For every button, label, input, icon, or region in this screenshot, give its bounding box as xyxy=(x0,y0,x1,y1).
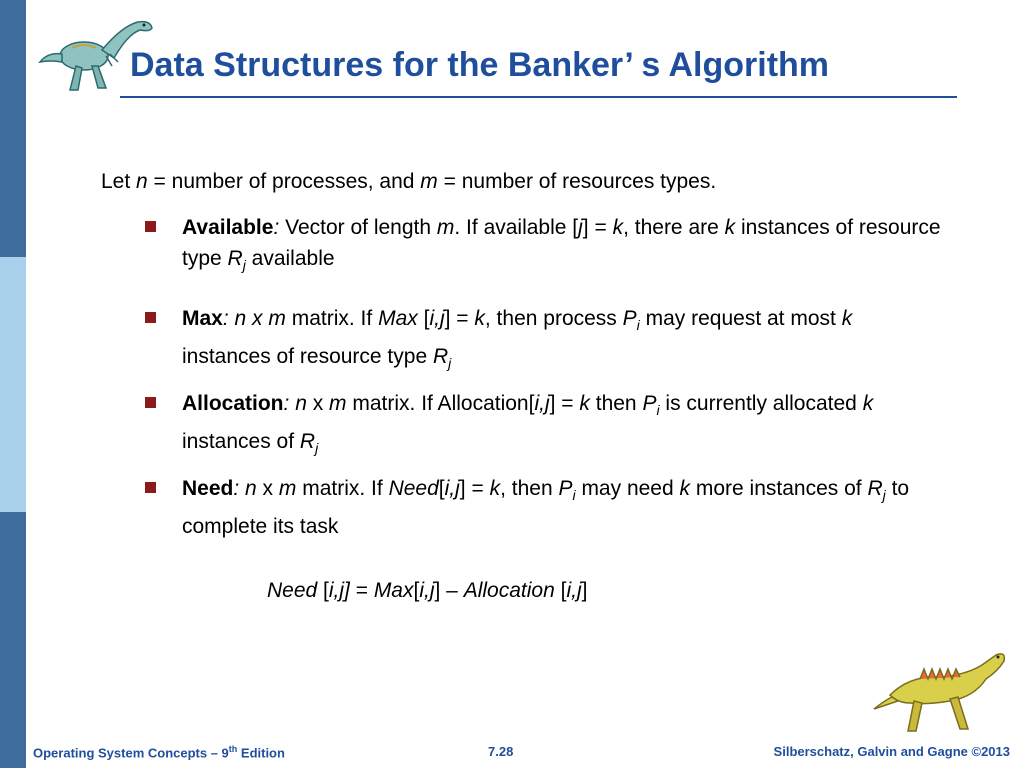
bullet-available: Available: Vector of length m. If available [j] = k, there are k instances of resource type $R_j$ available xyxy=(182,216,941,274)
bullet-marker xyxy=(145,397,159,411)
slide-title: Data Structures for the Banker’ s Algorithm xyxy=(130,46,830,84)
footer-copyright: Silberschatz, Galvin and Gagne ©2013 xyxy=(773,744,1010,759)
bullet-max: Max: n x m matrix. If Max [i,j] = k, then process $P_i$ may request at most k instances of resource type $R_j$ xyxy=(182,307,853,372)
intro-line: Let n = number of processes, and m = number of resources types. xyxy=(101,170,717,193)
sidebar-segment-top xyxy=(0,0,26,257)
dinosaur-icon xyxy=(870,635,1010,740)
bullet-marker xyxy=(145,221,159,235)
sidebar-segment-middle xyxy=(0,257,26,512)
sidebar-segment-bottom xyxy=(0,512,26,768)
bullet-marker xyxy=(145,312,159,326)
title-underline xyxy=(120,96,957,98)
sidebar-stripe xyxy=(0,0,26,768)
bullet-need: Need: n x m matrix. If Need[i,j] = k, then $P_i$ may need k more instances of $R_j$ to complete its task xyxy=(182,477,910,539)
footer-page-number: 7.28 xyxy=(488,744,514,759)
bullet-allocation: Allocation: n x m matrix. If Allocation[i,j] = k then $P_i$ is currently allocated k instances of $R_j$ xyxy=(182,392,874,457)
need-formula: Need [i,j] = Max[i,j] – Allocation [i,j] xyxy=(267,579,588,602)
footer-book-title: Operating System Concepts – 9th Edition xyxy=(33,744,285,761)
bullet-marker xyxy=(145,482,159,496)
